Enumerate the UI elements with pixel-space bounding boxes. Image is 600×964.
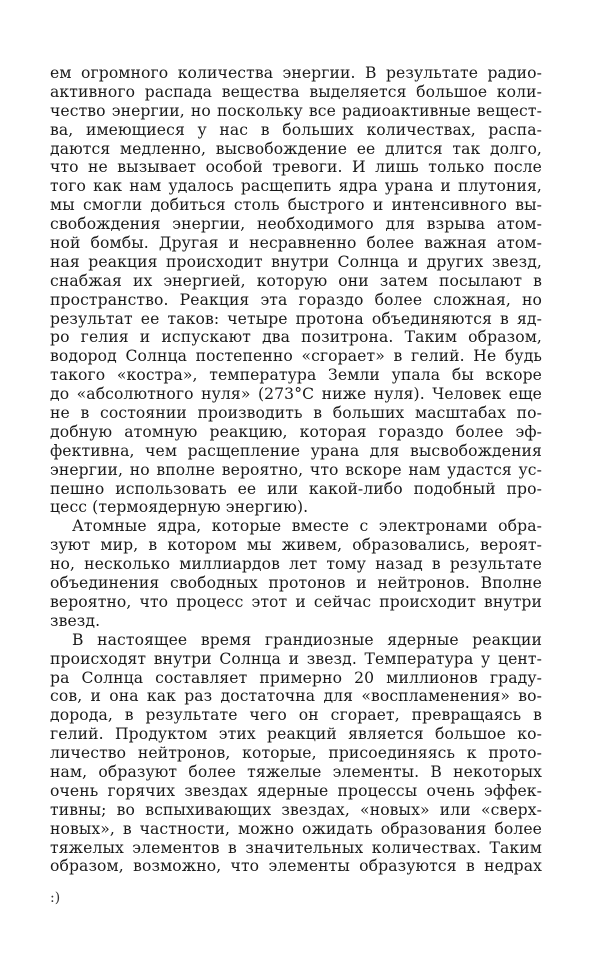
text-line: пешно использовать ее или какой-либо подобный про- xyxy=(50,479,542,498)
text-line: тяжелых элементов в значительных количествах. Таким xyxy=(50,838,542,857)
text-line: дорода, в результате чего он сгорает, превращаясь в xyxy=(50,706,542,725)
paragraph xyxy=(50,64,542,517)
text-line: фективна, чем расщепление урана для высвобождения xyxy=(50,441,542,460)
text-line: звезд. xyxy=(50,611,101,630)
text-line: образом, возможно, что элементы образуются в недрах xyxy=(50,857,542,876)
text-line: но, несколько миллиардов лет тому назад в результате xyxy=(50,555,542,574)
paragraph xyxy=(50,517,542,630)
text-line: чество энергии, но поскольку все радиоактивные вещест- xyxy=(50,101,542,120)
text-line: того как нам удалось расщепить ядра урана и плутония, xyxy=(50,177,542,196)
text-line: нам, образуют более тяжелые элементы. В некоторых xyxy=(50,762,542,781)
text-line: ра Солнца составляет примерно 20 миллионов граду- xyxy=(50,668,542,687)
page-text xyxy=(50,64,542,876)
text-line: личество нейтронов, которые, присоединяясь к прото- xyxy=(50,744,542,763)
text-line: гелий. Продуктом этих реакций является большое ко- xyxy=(50,725,542,744)
text-line: энергии, но вполне вероятно, что вскоре нам удастся ус- xyxy=(50,460,542,479)
text-line: даются медленно, высвобождение ее длится так долго, xyxy=(50,139,542,158)
text-line: сов, и она как раз достаточна для «воспламенения» во- xyxy=(50,687,542,706)
text-line: ной бомбы. Другая и несравненно более важная атом- xyxy=(50,234,542,253)
text-line: мы смогли добиться столь быстрого и интенсивного вы- xyxy=(50,196,542,215)
text-line: снабжая их энергией, которую они затем посылают в xyxy=(50,271,542,290)
text-line: ро гелия и испускают два позитрона. Таким образом, xyxy=(50,328,542,347)
text-line: объединения свободных протонов и нейтронов. Вполне xyxy=(50,574,542,593)
text-line: Атомные ядра, которые вместе с электронами обра- xyxy=(72,517,542,536)
text-line: пространство. Реакция эта гораздо более сложная, но xyxy=(50,290,542,309)
text-line: добную атомную реакцию, которая гораздо более эф- xyxy=(50,422,542,441)
text-line: до «абсолютного нуля» (273°С ниже нуля). Человек еще xyxy=(50,385,542,404)
text-line: ва, имеющиеся у нас в больших количествах, распа- xyxy=(50,120,542,139)
page-number: :) xyxy=(50,890,61,906)
text-line: зуют мир, в котором мы живем, образовались, вероят- xyxy=(50,536,542,555)
text-line: цесс (термоядерную энергию). xyxy=(50,498,309,517)
text-line: ная реакция происходит внутри Солнца и других звезд, xyxy=(50,252,542,271)
text-line: результат ее таков: четыре протона объединяются в яд- xyxy=(50,309,542,328)
text-line: такого «костра», температура Земли упала бы вскоре xyxy=(50,366,542,385)
text-line: что не вызывает особой тревоги. И лишь только после xyxy=(50,158,542,177)
text-line: очень горячих звездах ядерные процессы очень эффек- xyxy=(50,781,542,800)
text-line: активного распада вещества выделяется большое коли- xyxy=(50,82,542,101)
text-line: тивны; во вспыхивающих звездах, «новых» или «сверх- xyxy=(50,800,542,819)
text-line: свобождения энергии, необходимого для взрыва атом- xyxy=(50,215,542,234)
text-line: не в состоянии производить в больших масштабах по- xyxy=(50,404,542,423)
paragraph xyxy=(50,631,542,877)
text-line: вероятно, что процесс этот и сейчас происходит внутри xyxy=(50,592,542,611)
text-line: ем огромного количества энергии. В результате радио- xyxy=(50,64,542,82)
text-line: водород Солнца постепенно «сгорает» в гелий. Не будь xyxy=(50,347,542,366)
text-line: происходят внутри Солнца и звезд. Температура у цент- xyxy=(50,649,542,668)
text-line: В настоящее время грандиозные ядерные реакции xyxy=(72,630,542,649)
text-line: новых», в частности, можно ожидать образования более xyxy=(50,819,542,838)
